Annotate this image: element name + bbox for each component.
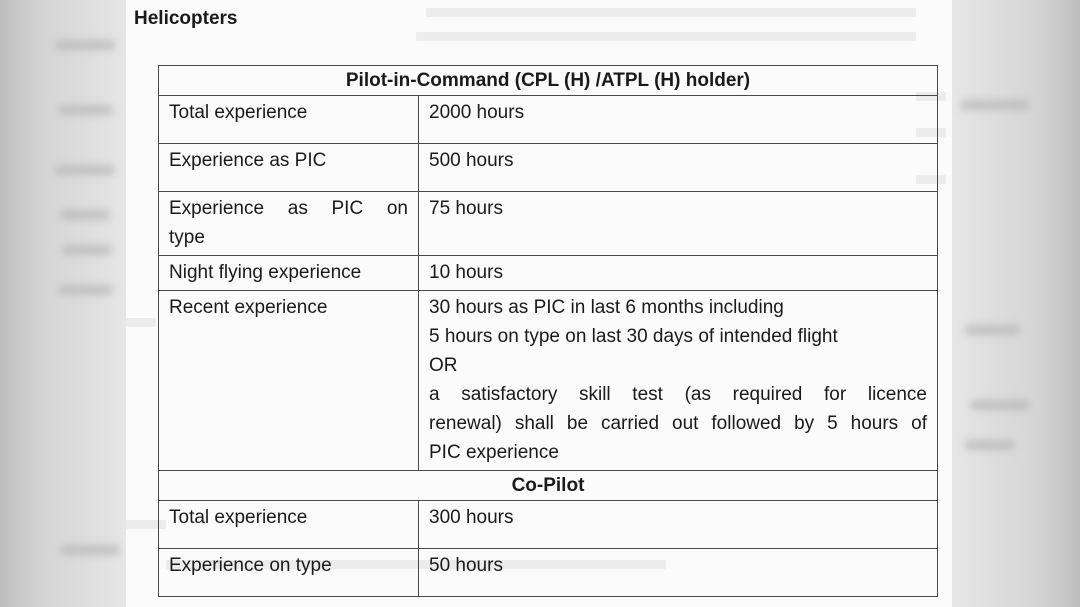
value-line: OR [429,355,458,376]
row-value: 300 hours [419,501,938,549]
table-row [159,144,938,192]
row-value: 75 hours [419,192,938,256]
requirements-table [158,65,938,597]
table-row [159,549,938,597]
copilot-header: Co-Pilot [159,471,938,501]
section-title: Helicopters [134,8,238,29]
row-label: Recent experience [159,291,419,471]
row-value [419,291,938,471]
table-row [159,256,938,291]
row-label-line: Experience as PIC on [169,198,408,219]
value-line: 30 hours as PIC in last 6 months including [429,297,784,318]
row-label [159,192,419,256]
value-line: 5 hours on type on last 30 days of intended flight [429,326,838,347]
row-value: 10 hours [419,256,938,291]
table-row [159,501,938,549]
row-value: 2000 hours [419,96,938,144]
table-row [159,96,938,144]
row-label: Experience as PIC [159,144,419,192]
row-label: Total experience [159,501,419,549]
row-label-line: type [169,227,205,248]
value-line: renewal) shall be carried out followed by 5 hours of [429,413,927,434]
pic-header: Pilot-in-Command (CPL (H) /ATPL (H) holder) [159,66,938,96]
row-value: 50 hours [419,549,938,597]
value-line: a satisfactory skill test (as required for licence [429,384,927,405]
row-label: Night flying experience [159,256,419,291]
table-row [159,66,938,96]
row-label: Experience on type [159,549,419,597]
table-row [159,291,938,471]
table-row [159,192,938,256]
row-label: Total experience [159,96,419,144]
row-value: 500 hours [419,144,938,192]
value-line: PIC experience [429,442,559,463]
table-row [159,471,938,501]
